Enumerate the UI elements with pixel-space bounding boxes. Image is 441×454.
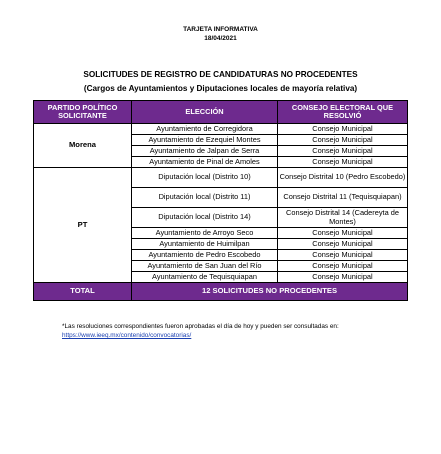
council-cell: Consejo Distrital 11 (Tequisquiapan) — [278, 188, 408, 208]
council-cell: Consejo Municipal — [278, 157, 408, 168]
election-cell: Ayuntamiento de Tequisquiapan — [132, 272, 278, 283]
total-value: 12 SOLICITUDES NO PROCEDENTES — [132, 283, 408, 301]
council-cell: Consejo Municipal — [278, 272, 408, 283]
council-cell: Consejo Municipal — [278, 250, 408, 261]
council-cell: Consejo Municipal — [278, 135, 408, 146]
election-cell: Diputación local (Distrito 10) — [132, 168, 278, 188]
election-cell: Diputación local (Distrito 14) — [132, 208, 278, 228]
doc-label: TARJETA INFORMATIVA — [183, 26, 258, 33]
council-cell: Consejo Municipal — [278, 239, 408, 250]
column-header-party: PARTIDO POLÍTICO SOLICITANTE — [34, 101, 132, 124]
council-cell: Consejo Municipal — [278, 146, 408, 157]
table-row — [34, 168, 408, 188]
column-header-council: CONSEJO ELECTORAL QUE RESOLVIÓ — [278, 101, 408, 124]
election-cell: Ayuntamiento de San Juan del Río — [132, 261, 278, 272]
convocatorias-link[interactable]: https://www.ieeq.mx/contenido/convocatorias/ — [62, 332, 192, 339]
page-title: SOLICITUDES DE REGISTRO DE CANDIDATURAS NO PROCEDENTES — [83, 70, 358, 79]
election-cell: Diputación local (Distrito 11) — [132, 188, 278, 208]
table-header-row — [34, 101, 408, 124]
party-cell-pt: PT — [34, 168, 132, 283]
election-cell: Ayuntamiento de Huimilpan — [132, 239, 278, 250]
party-cell-morena: Morena — [34, 124, 132, 168]
column-header-election: ELECCIÓN — [132, 101, 278, 124]
council-cell: Consejo Municipal — [278, 261, 408, 272]
footnote — [62, 322, 402, 340]
council-cell: Consejo Municipal — [278, 124, 408, 135]
total-row — [34, 283, 408, 301]
page-subtitle: (Cargos de Ayuntamientos y Diputaciones locales de mayoría relativa) — [83, 84, 358, 93]
table-row — [34, 124, 408, 135]
total-label: TOTAL — [34, 283, 132, 301]
doc-date: 18/04/2021 — [204, 35, 237, 42]
candidatures-table — [33, 100, 408, 301]
election-cell: Ayuntamiento de Jalpan de Serra — [132, 146, 278, 157]
election-cell: Ayuntamiento de Pinal de Amoles — [132, 157, 278, 168]
footnote-text: *Las resoluciones correspondientes fueron aprobadas el día de hoy y pueden ser consultadas en: — [62, 323, 339, 330]
election-cell: Ayuntamiento de Corregidora — [132, 124, 278, 135]
election-cell: Ayuntamiento de Pedro Escobedo — [132, 250, 278, 261]
council-cell: Consejo Municipal — [278, 228, 408, 239]
election-cell: Ayuntamiento de Ezequiel Montes — [132, 135, 278, 146]
election-cell: Ayuntamiento de Arroyo Seco — [132, 228, 278, 239]
council-cell: Consejo Distrital 14 (Cadereyta de Montes) — [278, 208, 408, 228]
council-cell: Consejo Distrital 10 (Pedro Escobedo) — [278, 168, 408, 188]
